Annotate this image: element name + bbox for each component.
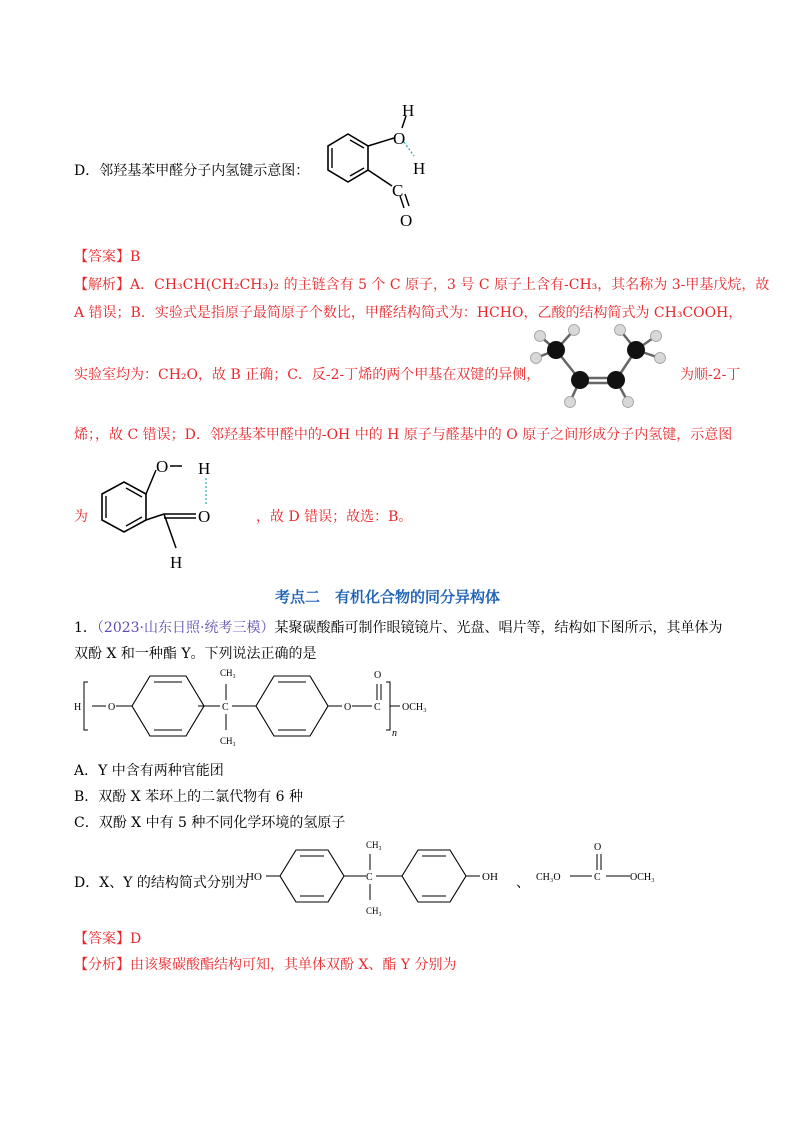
analysis-line-3a: 实验室均为：CH₂O，故 B 正确；C．反-2-丁烯的两个甲基在双键的异侧， (74, 367, 541, 383)
ch3-label: CH₃ (220, 668, 236, 678)
analysis-tag: 【分析】 (74, 957, 130, 973)
o-label: O (198, 507, 211, 526)
o-label: O (108, 702, 116, 713)
option-d-text: D．X、Y 的结构简式分别为 (74, 875, 249, 891)
question-number: 1． (74, 620, 97, 636)
h-label: H (402, 101, 415, 120)
o-label: O (374, 670, 382, 681)
option-c: C．双酚 X 中有 5 种不同化学环境的氢原子 (74, 815, 346, 831)
answer-value: D (130, 931, 142, 947)
h-label: H (74, 702, 82, 713)
oh-label: OH (482, 871, 498, 883)
n-subscript: n (392, 728, 397, 739)
section-title: 考点二 有机化合物的同分异构体 (275, 588, 501, 606)
question-stem-line-1: 1．（2023·山东日照·统考三模）某聚碳酸酯可制作眼镜镜片、光盘、唱片等，结构如下图所示，其单体为 (74, 620, 723, 636)
analysis-line-1: 【解析】A．CH₃CH(CH₂CH₃)₂ 的主链含有 5 个 C 原子，3 号 C 原子上含有-CH₃，其名称为 3-甲基戊烷，故 (74, 277, 770, 293)
o-hydroxybenzaldehyde-hbond-structure (310, 96, 450, 236)
answer-line (74, 246, 140, 266)
option-d-prev: D．邻羟基苯甲醛分子内氢键示意图： (74, 163, 310, 179)
ch3-label: CH₃ (366, 906, 382, 916)
dimethyl-carbonate-structure (534, 838, 674, 894)
analysis-line-3b: 为顺-2-丁 (680, 367, 741, 383)
question-source: （2023·山东日照·统考三模） (96, 620, 275, 636)
c-label: C (392, 181, 404, 200)
c-label: C (374, 702, 381, 713)
answer-value: B (130, 249, 141, 265)
h-label: H (170, 553, 183, 572)
c-label: C (594, 872, 601, 883)
question-stem-line-2: 双酚 X 和一种酯 Y。下列说法正确的是 (74, 646, 317, 662)
answer-tag: 【答案】 (74, 249, 130, 265)
analysis-line-q1: 【分析】由该聚碳酸酯结构可知，其单体双酚 X、酯 Y 分别为 (74, 957, 457, 973)
ch3-label: CH₃ (366, 840, 382, 850)
c-label: C (366, 872, 373, 883)
h-label: H (198, 459, 211, 478)
h-label: H (413, 159, 426, 178)
o-label: O (400, 211, 413, 230)
och3-label: OCH₃ (630, 872, 655, 883)
cis-2-butene-ball-stick-model (526, 322, 676, 414)
ch3-label: CH₃ (220, 736, 236, 746)
analysis-tag: 【解析】 (74, 277, 130, 293)
option-b: B．双酚 X 苯环上的二氯代物有 6 种 (74, 789, 303, 805)
option-a: A．Y 中含有两种官能团 (74, 763, 224, 779)
polycarbonate-structure (70, 660, 470, 754)
o-label: O (594, 842, 602, 853)
answer-line-2 (74, 928, 141, 948)
o-label: O (344, 702, 352, 713)
answer-tag: 【答案】 (74, 931, 130, 947)
c-label: C (222, 702, 229, 713)
option-d-separator: 、 (516, 875, 530, 891)
ho-label: HO (246, 871, 262, 883)
bisphenol-a-structure (244, 834, 514, 924)
ch3o-label: CH₃O (536, 872, 561, 883)
och3-label: OCH₃ (402, 702, 427, 713)
analysis-line-5a: 为 (74, 509, 88, 525)
analysis-line-2: A 错误；B．实验式是指原子最简原子个数比，甲醛结构简式为：HCHO，乙酸的结构简式为 CH₃COOH， (74, 305, 743, 321)
analysis-line-4: 烯；，故 C 错误；D．邻羟基苯甲醛中的-OH 中的 H 原子与醛基中的 O 原子之间形成分子内氢键，示意图 (74, 427, 733, 443)
o-hydroxybenzaldehyde-hbond-diagram (86, 452, 236, 576)
analysis-line-5b: ，故 D 错误；故选：B。 (256, 509, 413, 525)
o-label: O (393, 129, 406, 148)
o-label: O (156, 457, 169, 476)
